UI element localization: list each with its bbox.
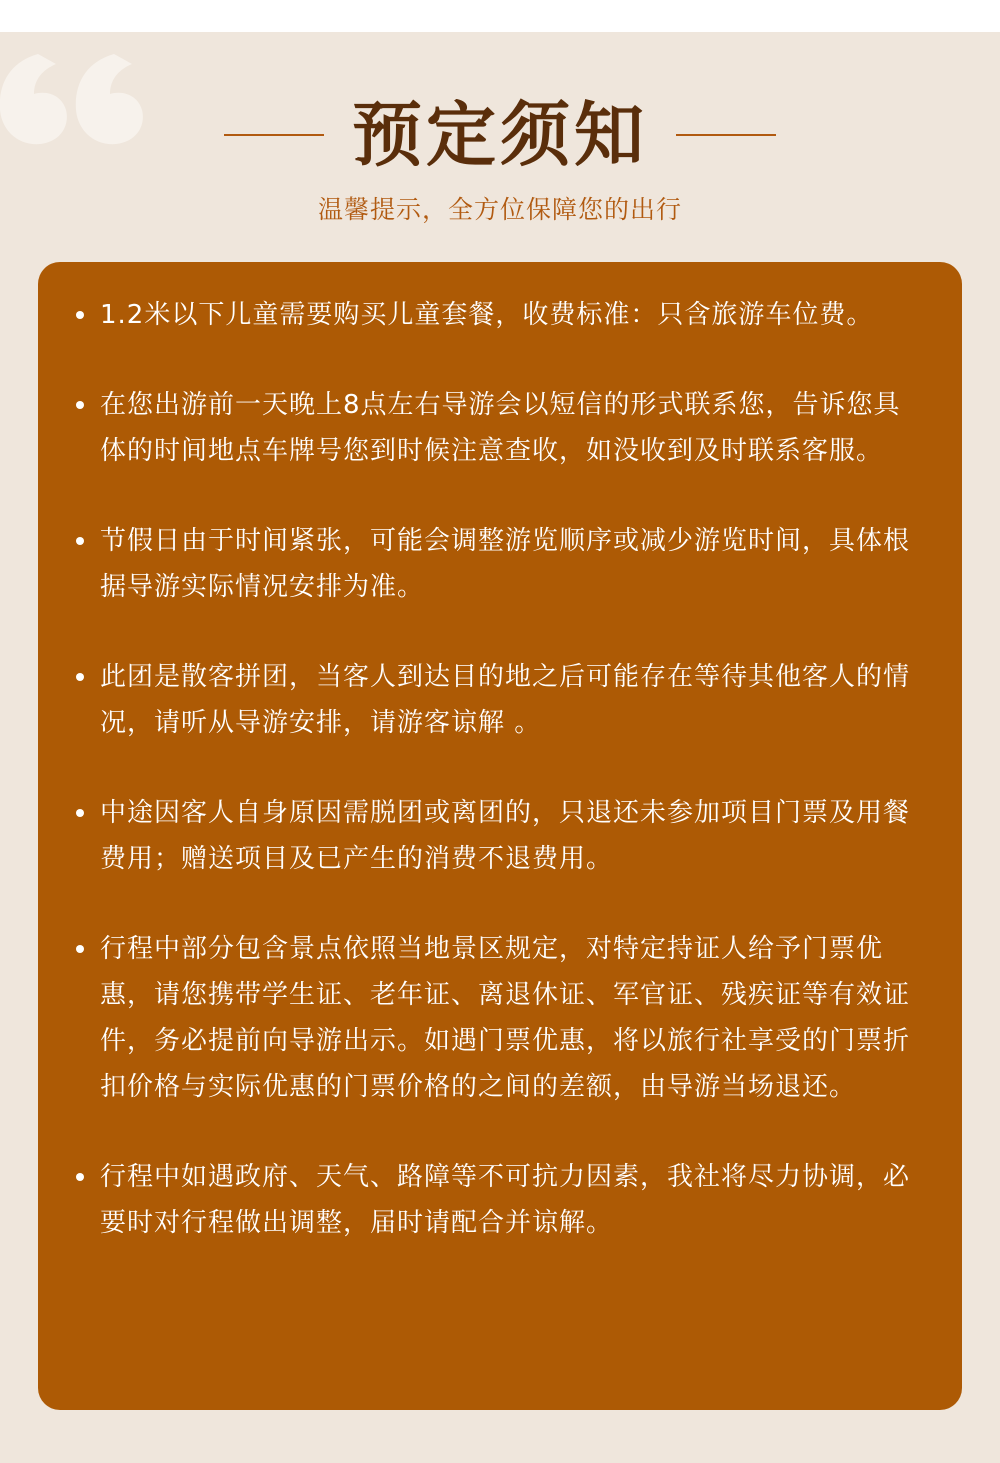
bullet-icon — [76, 673, 84, 681]
note-text: 中途因客人自身原因需脱团或离团的，只退还未参加项目门票及用餐费用；赠送项目及已产生的消费不退费用。 — [100, 798, 911, 874]
note-text: 节假日由于时间紧张，可能会调整游览顺序或减少游览时间，具体根据导游实际情况安排为准。 — [100, 526, 911, 602]
title-rule-right — [676, 134, 776, 136]
page-subtitle: 温馨提示，全方位保障您的出行 — [317, 195, 682, 224]
note-item — [38, 654, 924, 746]
bullet-icon — [76, 537, 84, 545]
note-item — [38, 790, 924, 882]
notes-list — [38, 262, 962, 1246]
note-text: 行程中如遇政府、天气、路障等不可抗力因素，我社将尽力协调，必要时对行程做出调整，届时请配合并谅解。 — [100, 1162, 911, 1238]
note-text: 此团是散客拼团，当客人到达目的地之后可能存在等待其他客人的情况，请听从导游安排，请游客谅解 。 — [100, 662, 911, 738]
bullet-icon — [76, 1173, 84, 1181]
note-text: 行程中部分包含景点依照当地景区规定，对特定持证人给予门票优惠，请您携带学生证、老年证、离退休证、军官证、残疾证等有效证件，务必提前向导游出示。如遇门票优惠，将以旅行社享受的门票折扣价格与实际优惠的门票价格的之间的差额，由导游当场退还。 — [100, 934, 911, 1102]
bullet-icon — [76, 809, 84, 817]
notes-panel — [38, 262, 962, 1410]
note-item — [38, 926, 924, 1110]
header — [0, 90, 1000, 180]
note-text: 1.2米以下儿童需要购买儿童套餐，收费标准：只含旅游车位费。 — [100, 300, 874, 330]
note-text: 在您出游前一天晚上8点左右导游会以短信的形式联系您，告诉您具体的时间地点车牌号您到时候注意查收，如没收到及时联系客服。 — [100, 390, 901, 466]
note-item — [38, 292, 924, 338]
note-item — [38, 1154, 924, 1246]
bullet-icon — [76, 945, 84, 953]
title-rule-left — [224, 134, 324, 136]
note-item — [38, 382, 924, 474]
page-title: 预定须知 — [352, 94, 648, 176]
note-item — [38, 518, 924, 610]
bullet-icon — [76, 311, 84, 319]
bullet-icon — [76, 401, 84, 409]
